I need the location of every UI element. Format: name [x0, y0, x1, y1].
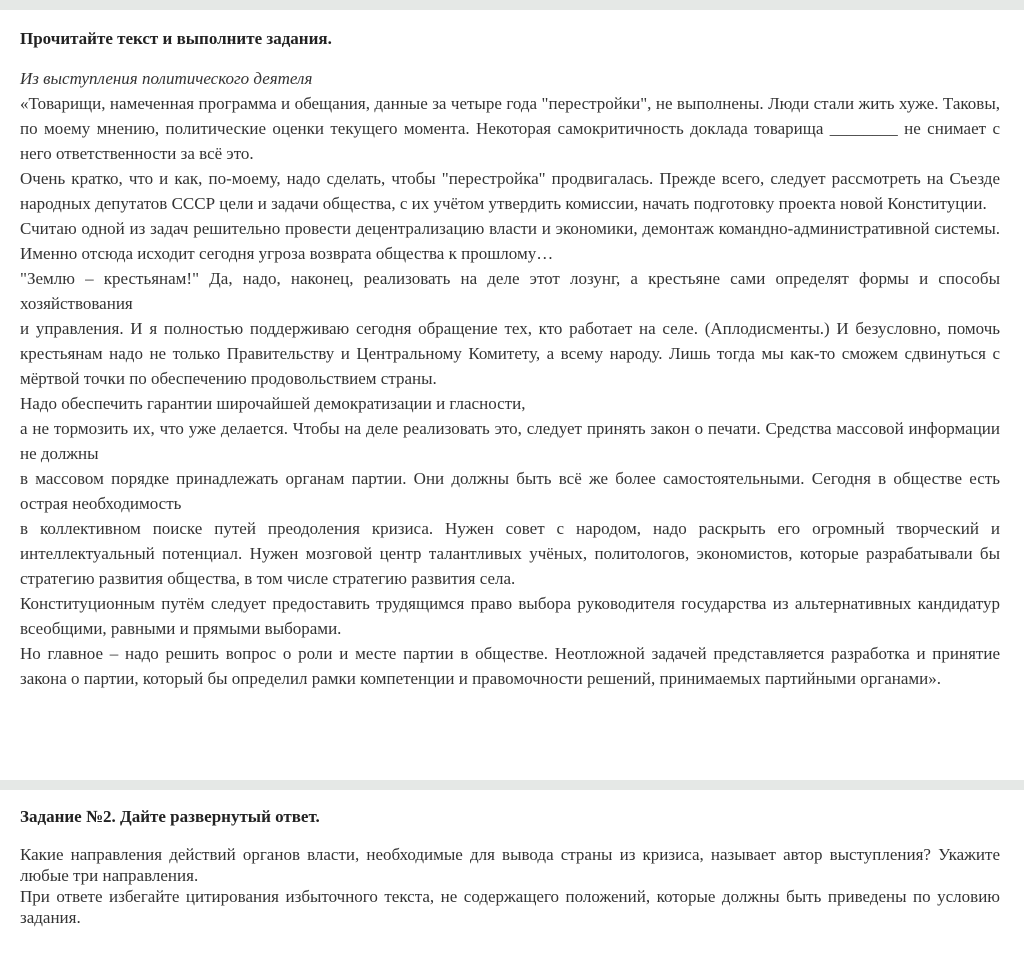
task-section	[20, 790, 1000, 928]
passage-paragraph: Но главное – надо решить вопрос о роли и месте партии в обществе. Неотложной задачей представляется разработка и принятие закона о партии, который бы определил рамки компетенции и правомочности решений, принимаемых партийными органами».	[20, 644, 1000, 688]
passage-paragraph: "Землю – крестьянам!" Да, надо, наконец, реализовать на деле этот лозунг, а крестьяне сами определят формы и способы хозяйствования	[20, 269, 1000, 313]
task-question: Какие направления действий органов власти, необходимые для вывода страны из кризиса, называет автор выступления? Укажите любые три направления.	[20, 845, 1000, 885]
source-label: Из выступления политического деятеля	[20, 69, 313, 88]
passage-paragraph: Очень кратко, что и как, по-моему, надо сделать, чтобы "перестройка" продвигалась. Прежде всего, следует рассмотреть на Съезде народных депутатов СССР цели и задачи общества, с их учётом утвердить комиссии, начать подготовку проекта новой Конституции.	[20, 169, 1000, 213]
speech-passage	[20, 91, 1000, 691]
passage-paragraph: «Товарищи, намеченная программа и обещания, данные за четыре года "перестройки", не выполнены. Люди стали жить хуже. Таковы, по моему мнению, политические оценки текущего момента. Некоторая самокритичность доклада товарища ________ не снимает с него ответственности за всё это.	[20, 94, 1000, 163]
passage-paragraph: Надо обеспечить гарантии широчайшей демократизации и гласности,	[20, 394, 526, 413]
passage-paragraph: и управления. И я полностью поддерживаю сегодня обращение тех, кто работает на селе. (Аплодисменты.) И безусловно, помочь крестьянам надо не только Правительству и Центральному Комитету, а всему народу. Лишь тогда мы как-то сможем сдвинуться с мёртвой точки по обеспечению продовольствием страны.	[20, 319, 1000, 388]
passage-paragraph: в коллективном поиске путей преодоления кризиса. Нужен совет с народом, надо раскрыть его огромный творческий и интеллектуальный потенциал. Нужен мозговой центр талантливых учёных, политологов, экономистов, которые разрабатывали бы стратегию развития общества, в том числе стратегию развития села.	[20, 519, 1000, 588]
reading-instruction: Прочитайте текст и выполните задания.	[20, 29, 332, 48]
task-title: Задание №2. Дайте развернутый ответ.	[20, 807, 320, 826]
top-divider	[0, 0, 1024, 10]
passage-paragraph: Конституционным путём следует предоставить трудящимся право выбора руководителя государства из альтернативных кандидатур всеобщими, равными и прямыми выборами.	[20, 594, 1000, 638]
section-divider	[0, 780, 1024, 790]
passage-paragraph: Считаю одной из задач решительно провести децентрализацию власти и экономики, демонтаж командно-административной системы. Именно отсюда исходит сегодня угроза возврата общества к прошлому…	[20, 219, 1000, 263]
task-note: При ответе избегайте цитирования избыточного текста, не содержащего положений, которые должны быть приведены по условию задания.	[20, 887, 1000, 927]
passage-paragraph: а не тормозить их, что уже делается. Чтобы на деле реализовать это, следует принять закон о печати. Средства массовой информации не должны	[20, 419, 1000, 463]
reading-section	[20, 10, 1000, 691]
task-body	[20, 844, 1000, 928]
passage-paragraph: в массовом порядке принадлежать органам партии. Они должны быть всё же более самостоятельными. Сегодня в обществе есть острая необходимость	[20, 469, 1000, 513]
